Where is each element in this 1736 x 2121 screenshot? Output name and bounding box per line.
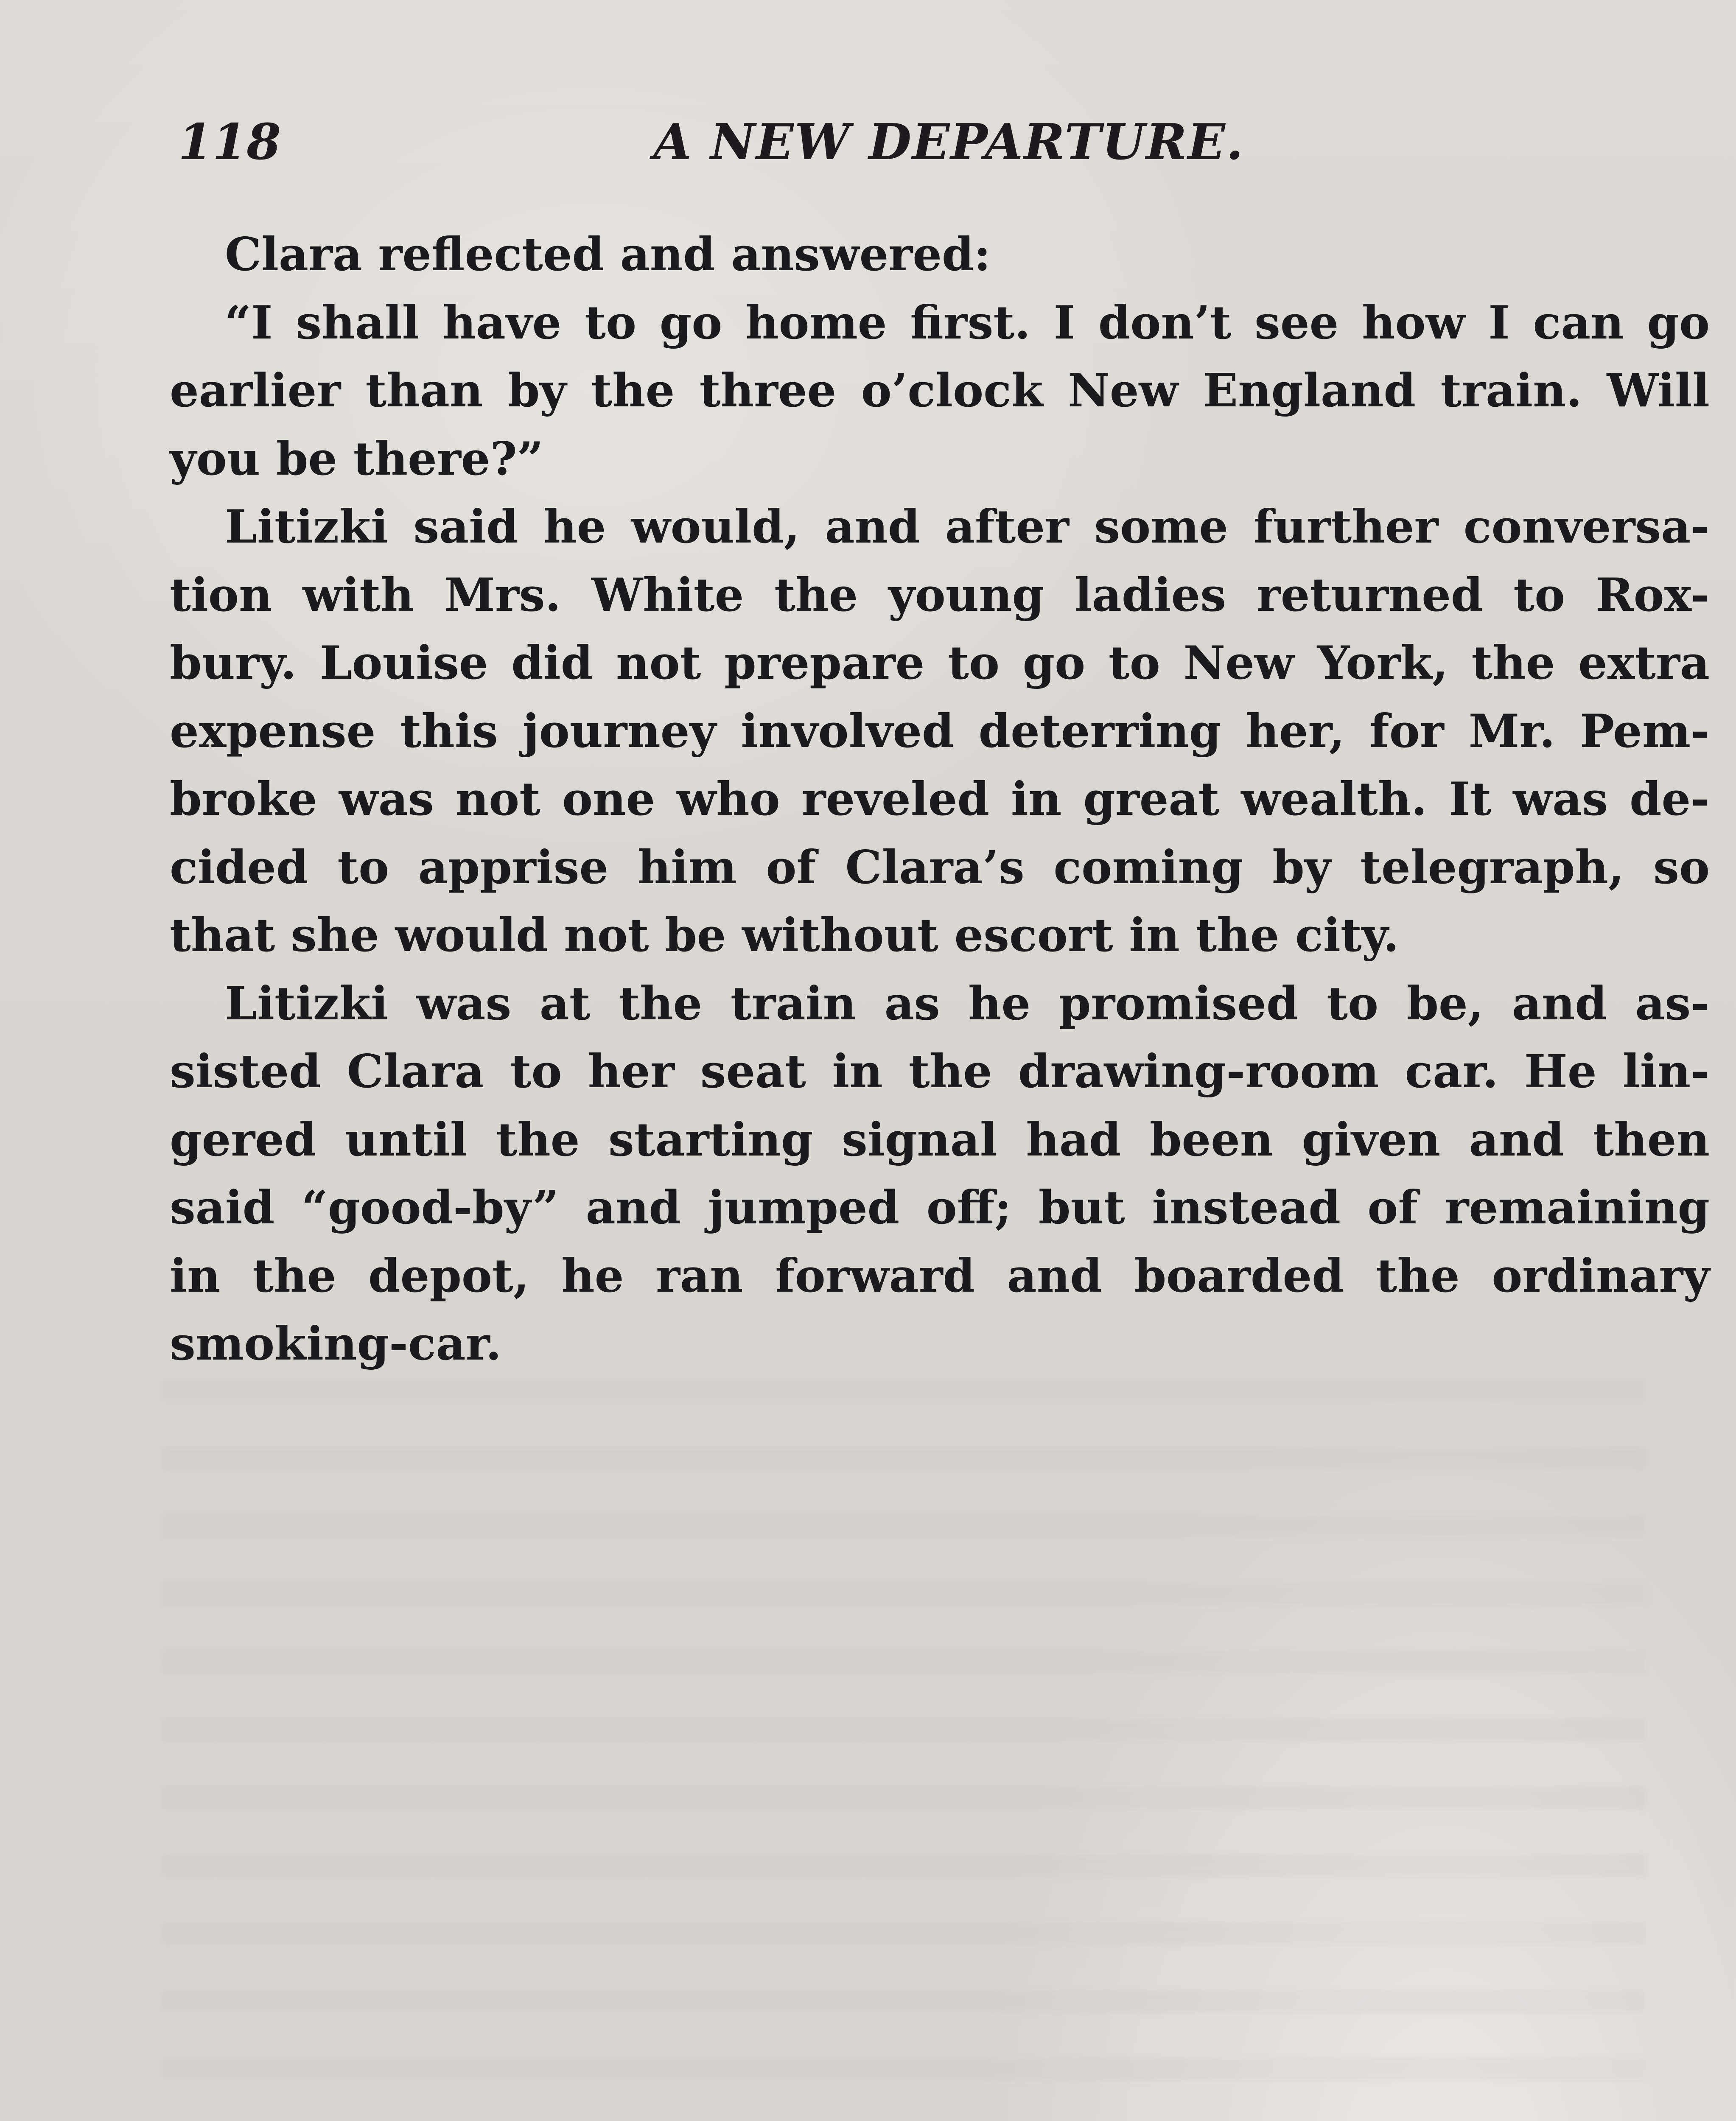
text-line: expense this journey involved deterring her, for Mr. Pem- (170, 704, 1710, 758)
text-line: earlier than by the three o’clock New England train. Will (170, 364, 1710, 417)
text-line: “I shall have to go home first. I don’t see how I can go (225, 296, 1710, 350)
text-line: broke was not one who reveled in great wealth. It was de- (170, 772, 1710, 826)
running-title: A NEW DEPARTURE. (653, 113, 1244, 171)
show-through-texture (161, 1379, 1646, 2121)
text-line: tion with Mrs. White the young ladies returned to Rox- (170, 568, 1710, 622)
text-line: cided to apprise him of Clara’s coming by telegraph, so (170, 840, 1710, 894)
text-line: gered until the starting signal had been given and then (170, 1113, 1710, 1167)
page-number: 118 (178, 113, 281, 171)
text-line: Litizki said he would, and after some further conversa- (225, 500, 1710, 554)
text-line: smoking-car. (170, 1317, 502, 1371)
text-line: in the depot, he ran forward and boarded the ordinary (170, 1249, 1710, 1303)
text-line: that she would not be without escort in the city. (170, 909, 1399, 962)
body-text (170, 221, 1710, 1378)
text-line: sisted Clara to her seat in the drawing-room car. He lin- (170, 1045, 1710, 1098)
page-header (178, 106, 1697, 178)
text-line: Clara reflected and answered: (225, 228, 991, 281)
text-line: bury. Louise did not prepare to go to New York, the extra (170, 636, 1710, 690)
text-line: Litizki was at the train as he promised to be, and as- (225, 977, 1710, 1030)
text-line: said “good-by” and jumped off; but instead of remaining (170, 1181, 1710, 1234)
text-line: you be there?” (170, 432, 543, 486)
